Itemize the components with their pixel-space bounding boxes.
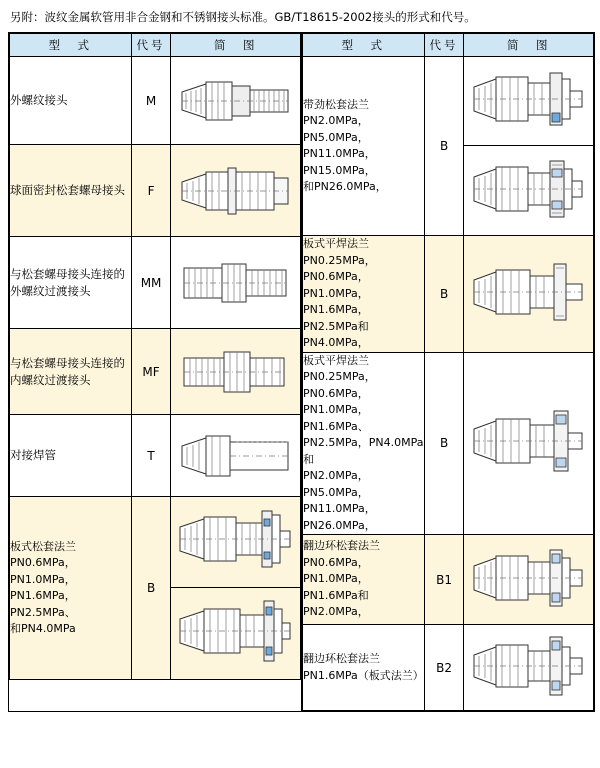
header-type: 型 式 [303,34,425,57]
table-row [10,237,301,329]
flange-bolt-top [552,169,562,177]
table-row [10,57,301,145]
row-type-label: 与松套螺母接头连接的外螺纹过渡接头 [10,237,132,329]
right-sub-table [302,33,594,711]
row-figure [464,352,594,535]
row-type-label: 与松套螺母接头连接的内螺纹过渡接头 [10,329,132,415]
row-type-label: 球面密封松套螺母接头 [10,145,132,237]
row-figure-group [464,57,594,236]
flange-bolt-bottom [556,458,566,467]
flange-bolt-top [556,415,566,424]
header-code: 代号 [424,34,464,57]
flange-bolt-top [552,641,560,650]
table-row [10,415,301,497]
row-figure [464,146,593,235]
table-row [303,625,594,711]
ribbed-loose-flange-icon-bottom [470,155,588,227]
flange-bolt-bottom [264,552,270,559]
table-row [303,57,594,236]
table-row [303,535,594,625]
flange-bolt-top [266,607,272,615]
row-code: B [424,352,464,535]
flange-bolt-bottom [552,681,560,690]
row-figure [464,236,594,353]
row-code: MF [131,329,171,415]
row-type-text: 板式平焊法兰 PN0.25MPa，PN0.6MPa， PN1.0MPa，PN1.6MPa， PN2.5MPa和PN4.0MPa， [303,237,376,349]
plate-loose-flange-icon-top [176,505,296,579]
row-type-label: 外螺纹接头 [10,57,132,145]
male-thread-fitting-icon [176,70,296,132]
row-figure [171,57,301,145]
flange-bolt-top [552,554,560,563]
row-code: B [131,497,171,680]
spherical-seal-union-nut-fitting-icon [176,158,296,224]
ribbed-loose-flange-icon-top [470,65,588,137]
row-type-text: 翻边环松套法兰 PN1.6MPa（板式法兰） [303,652,424,682]
plate-flat-weld-flange-1-icon [470,258,588,330]
row-code: B1 [424,535,464,625]
header-figure: 简 图 [464,34,594,57]
row-figure [171,497,300,588]
table-row [10,145,301,237]
table-row [303,352,594,535]
table-right-half [302,33,595,712]
flange-bolt-top [264,519,270,526]
row-figure [171,145,301,237]
left-sub-table [9,33,301,680]
row-figure [171,415,301,497]
row-code: T [131,415,171,497]
row-type-label [303,352,425,535]
butt-weld-pipe-icon [176,428,296,484]
row-figure [171,329,301,415]
plate-loose-flange-icon-bottom [176,597,296,671]
row-type-text: 板式平焊法兰 PN0.25MPa，PN0.6MPa， PN1.0MPa，PN1.6MPa、 PN2.5MPa，PN4.0MPa和 PN2.0MPa，PN5.0MPa， PN11.0MPa，PN26.0MPa， [303,353,424,532]
header-type: 型 式 [10,34,132,57]
row-type-label [303,236,425,353]
flange-bolt-bottom [266,647,272,655]
row-type-text: 翻边环松套法兰 PN0.6MPa，PN1.0MPa， PN1.6MPa和PN2.0MPa， [303,539,380,619]
row-code: F [131,145,171,237]
row-figure [464,625,594,711]
table-row [10,329,301,415]
flared-ring-loose-flange-plate-icon [470,633,588,703]
flange-bolt-bottom [552,593,560,602]
header-code: 代号 [131,34,171,57]
row-type-label [10,497,132,680]
right-header-row [303,34,594,57]
standard-table [8,32,595,712]
row-code: B2 [424,625,464,711]
page-title: 另附：波纹金属软管用非合金钢和不锈钢接头标准。GB/T18615-2002接头的形式和代号。 [10,10,476,24]
flared-ring-loose-flange-icon [470,544,588,616]
flange-bolt-bottom [552,201,562,209]
row-code: B [424,236,464,353]
left-header-row [10,34,301,57]
row-figure [464,535,594,625]
row-figure-group [171,497,301,680]
row-code: MM [131,237,171,329]
table-left-half [9,33,302,712]
row-type-label [303,57,425,236]
row-type-label [303,535,425,625]
male-thread-transition-fitting-icon [176,250,296,316]
row-type-label: 对接焊管 [10,415,132,497]
row-code: B [424,57,464,236]
table-row [10,497,301,680]
row-figure [464,57,593,146]
row-type-text: 带劲松套法兰 PN2.0MPa，PN5.0MPa， PN11.0MPa，PN15.0MPa， 和PN26.0MPa， [303,97,387,193]
row-type-label [303,625,425,711]
header-figure: 简 图 [171,34,301,57]
row-type-text: 板式松套法兰 PN0.6MPa，PN1.0MPa， PN1.6MPa，PN2.5MPa、 和PN4.0MPa [10,539,76,635]
table-row [303,236,594,353]
row-figure [171,588,300,679]
flange-bolt-bottom [552,113,560,122]
plate-flat-weld-flange-2-icon [470,403,588,483]
female-thread-transition-fitting-icon [176,342,296,402]
row-figure [171,237,301,329]
row-code: M [131,57,171,145]
